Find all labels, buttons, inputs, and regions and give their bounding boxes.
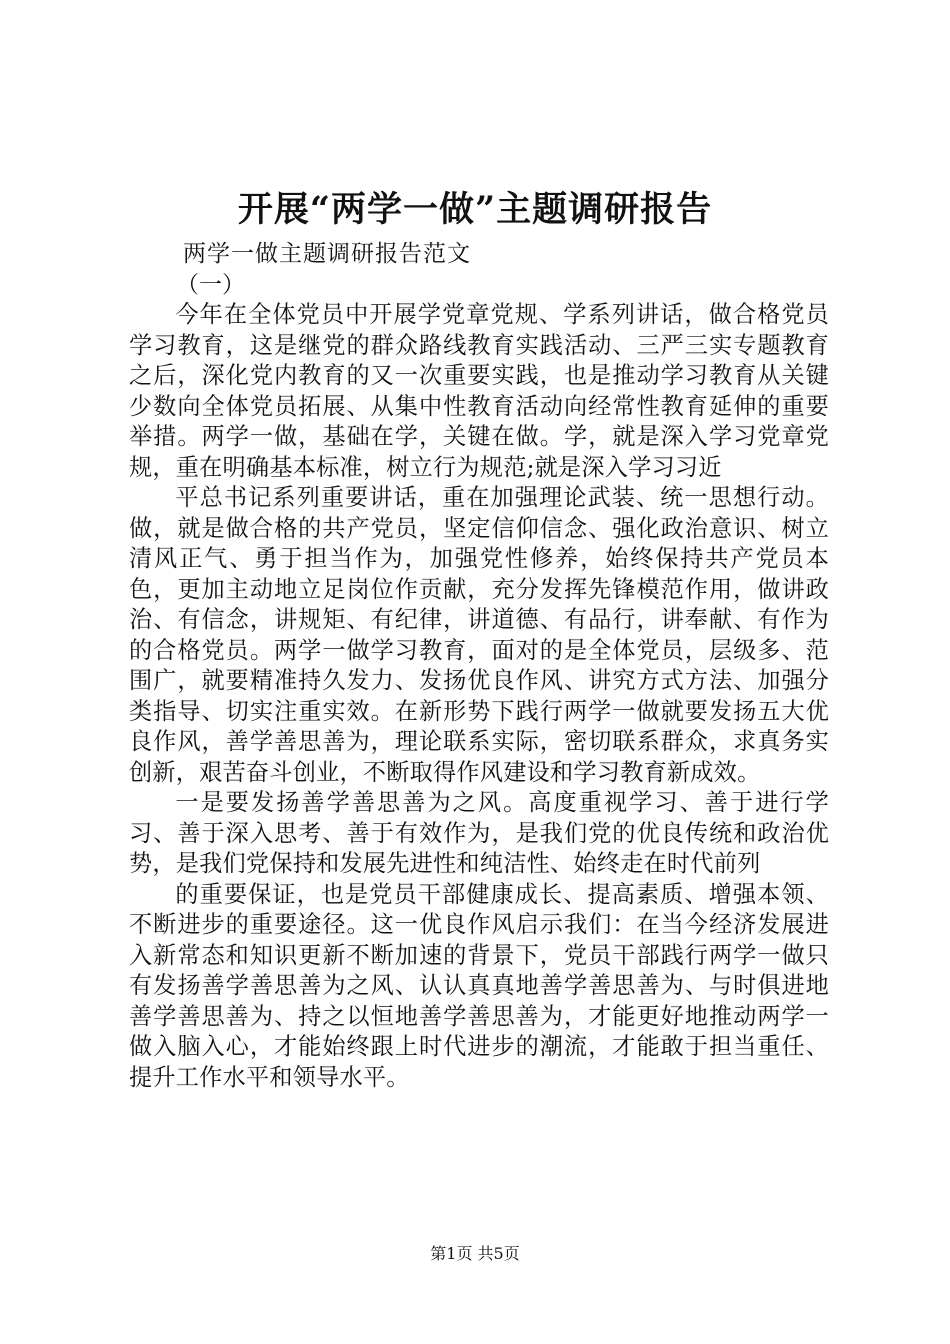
page-footer: 第1页 共5页 [430, 1244, 520, 1263]
paragraph: 今年在全体党员中开展学党章党规、学系列讲话，做合格党员学习教育，这是继党的群众路线教育实践活动、三严三实专题教育之后，深化党内教育的又一次重要实践，也是推动学习教育从关键少数向全体党员拓展、从集中性教育活动向经常性教育延伸的重要举措。两学一做，基础在学，关键在做。学，就是深入学习党章党规，重在明确基本标准，树立行为规范;就是深入学习习近 [129, 301, 829, 481]
document-title: 开展“两学一做”主题调研报告 [237, 189, 713, 230]
document-body [129, 300, 829, 1093]
paragraph: 平总书记系列重要讲话，重在加强理论武装、统一思想行动。做，就是做合格的共产党员，坚定信仰信念、强化政治意识、树立清风正气、勇于担当作为，加强党性修养，始终保持共产党员本色，更加主动地立足岗位作贡献，充分发挥先锋模范作用，做讲政治、有信念，讲规矩、有纪律，讲道德、有品行，讲奉献、有作为的合格党员。两学一做学习教育，面对的是全体党员，层级多、范围广，就要精准持久发力、发扬优良作风、讲究方式方法、加强分类指导、切实注重实效。在新形势下践行两学一做就要发扬五大优良作风，善学善思善为，理论联系实际，密切联系群众，求真务实创新，艰苦奋斗创业，不断取得作风建设和学习教育新成效。 [129, 484, 829, 786]
section-number: （一） [176, 272, 245, 298]
paragraph: 的重要保证，也是党员干部健康成长、提高素质、增强本领、不断进步的重要途径。这一优良作风启示我们：在当今经济发展进入新常态和知识更新不断加速的背景下，党员干部践行两学一做只有发扬善学善思善为之风、认认真真地善学善思善为、与时俱进地善学善思善为、持之以恒地善学善思善为，才能更好地推动两学一做入脑入心，才能始终跟上时代进步的潮流，才能敢于担当重任、提升工作水平和领导水平。 [129, 880, 829, 1091]
document-subtitle: 两学一做主题调研报告范文 [183, 241, 471, 267]
paragraph: 一是要发扬善学善思善为之风。高度重视学习、善于进行学习、善于深入思考、善于有效作为，是我们党的优良传统和政治优势，是我们党保持和发展先进性和纯洁性、始终走在时代前列 [129, 789, 829, 877]
